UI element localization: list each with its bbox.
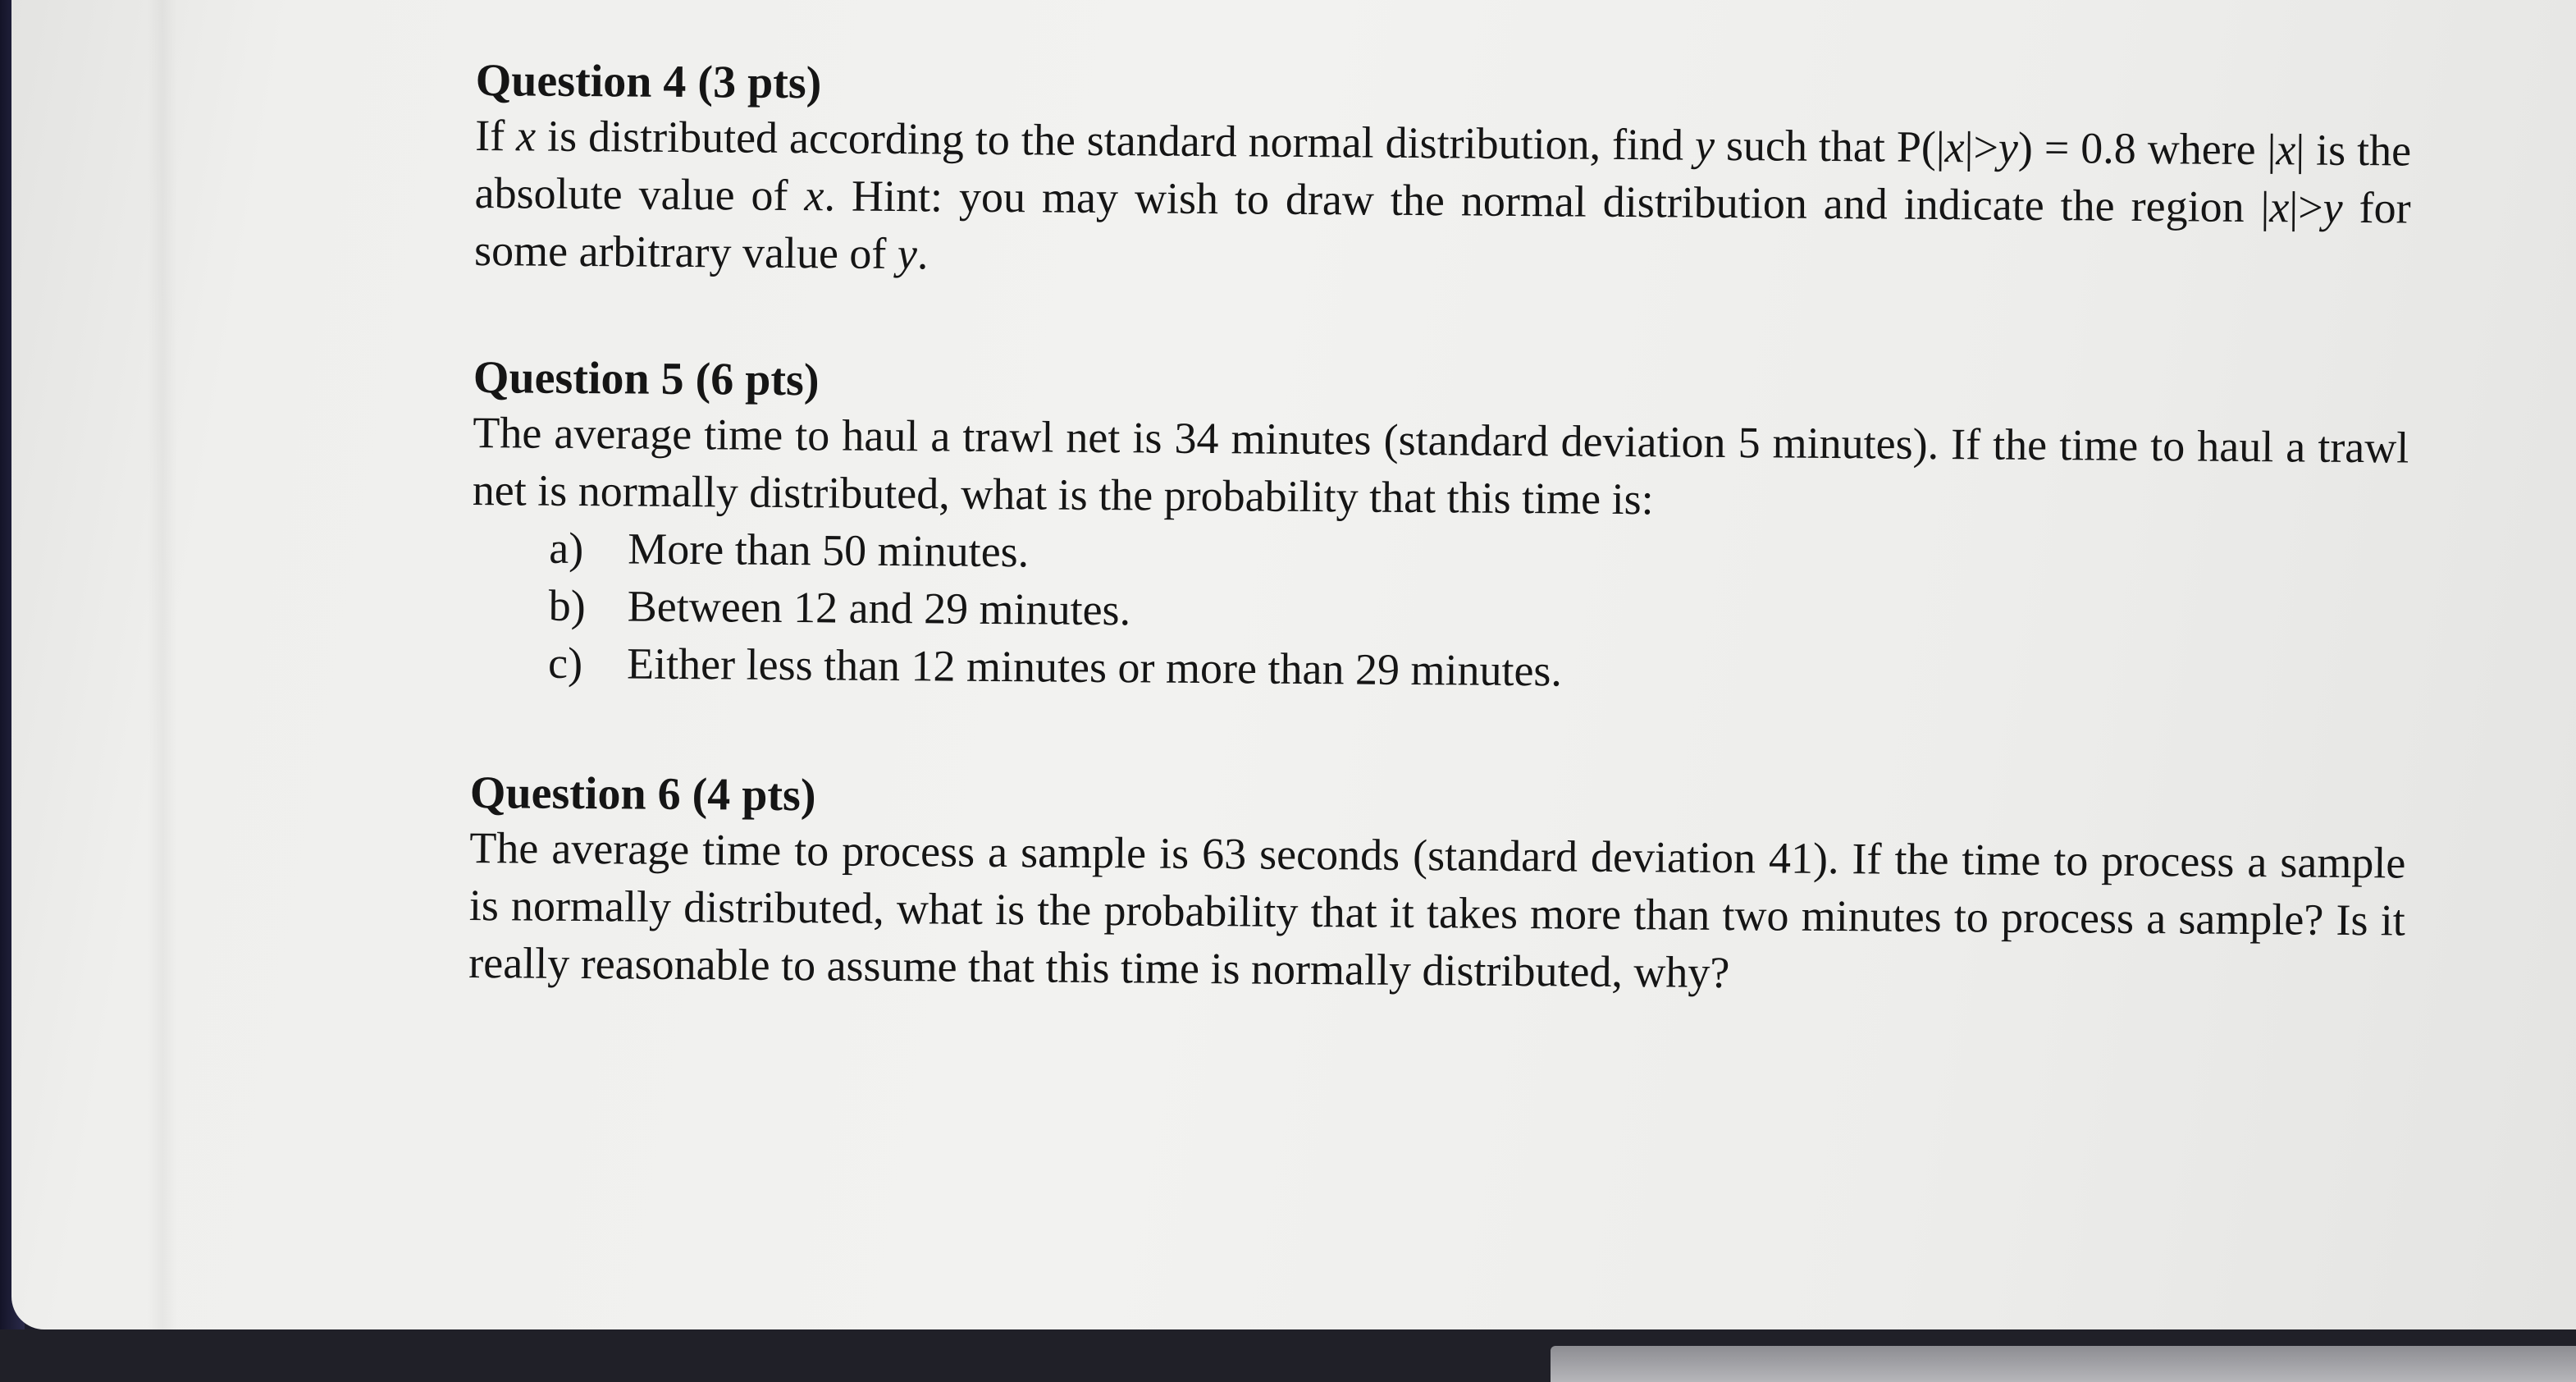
text-run: for some arbitrary value of xyxy=(473,182,2411,279)
text-run: ) = 0.8 where | xyxy=(2017,122,2277,175)
text-run: . xyxy=(916,229,929,279)
device-edge xyxy=(1551,1346,2576,1382)
text-run: . Hint: you may wish to draw the normal distribution and indicate the region | xyxy=(824,171,2270,232)
question-6-heading: Question 6 (4 pts) xyxy=(469,767,816,821)
question-5 xyxy=(471,351,2409,707)
list-marker: a) xyxy=(549,523,584,574)
question-5-text: The average time to haul a trawl net is 34 minutes (standard deviation 5 minutes). If the time to haul a trawl net is normally distributed, what is the probability that this time is: xyxy=(472,407,2409,524)
math-variable: x xyxy=(2276,125,2296,175)
text-run: | is the absolute value of xyxy=(474,125,2412,221)
question-6 xyxy=(468,767,2406,1007)
question-6-text: The average time to process a sample is 63 seconds (standard deviation 41). If the time to process a sample is normally distributed, what is the probability that it takes more than two minutes to process a sample? Is it really reasonable to assume that this time is normally distributed, why? xyxy=(468,822,2406,998)
question-5-heading: Question 5 (6 pts) xyxy=(473,351,820,406)
math-variable: y xyxy=(2323,182,2343,232)
list-item-text: Between 12 and 29 minutes. xyxy=(627,581,1131,635)
text-run: |> xyxy=(1964,122,1999,172)
math-variable: y xyxy=(1694,120,1715,170)
math-variable: y xyxy=(897,229,918,279)
text-run: If xyxy=(474,110,517,161)
text-run: is distributed according to the standard normal distribution, find xyxy=(535,111,1696,170)
math-variable: x xyxy=(2269,182,2290,232)
list-marker: c) xyxy=(547,638,583,689)
math-variable: x xyxy=(1944,122,1965,172)
question-4-text xyxy=(474,107,2412,295)
text-run: |> xyxy=(2289,182,2323,232)
math-variable: x xyxy=(804,171,824,221)
list-marker: b) xyxy=(548,580,586,631)
question-sheet xyxy=(468,54,2412,1007)
question-4 xyxy=(474,54,2412,295)
page-shadow xyxy=(148,0,177,1382)
math-variable: x xyxy=(515,111,537,161)
question-5-parts xyxy=(471,519,2409,707)
question-4-heading: Question 4 (3 pts) xyxy=(475,54,822,109)
math-variable: y xyxy=(1998,122,2019,172)
text-run: such that P(| xyxy=(1714,120,1945,172)
list-item-text: Either less than 12 minutes or more than 29 minutes. xyxy=(626,638,1563,696)
list-item-text: More than 50 minutes. xyxy=(628,524,1030,577)
